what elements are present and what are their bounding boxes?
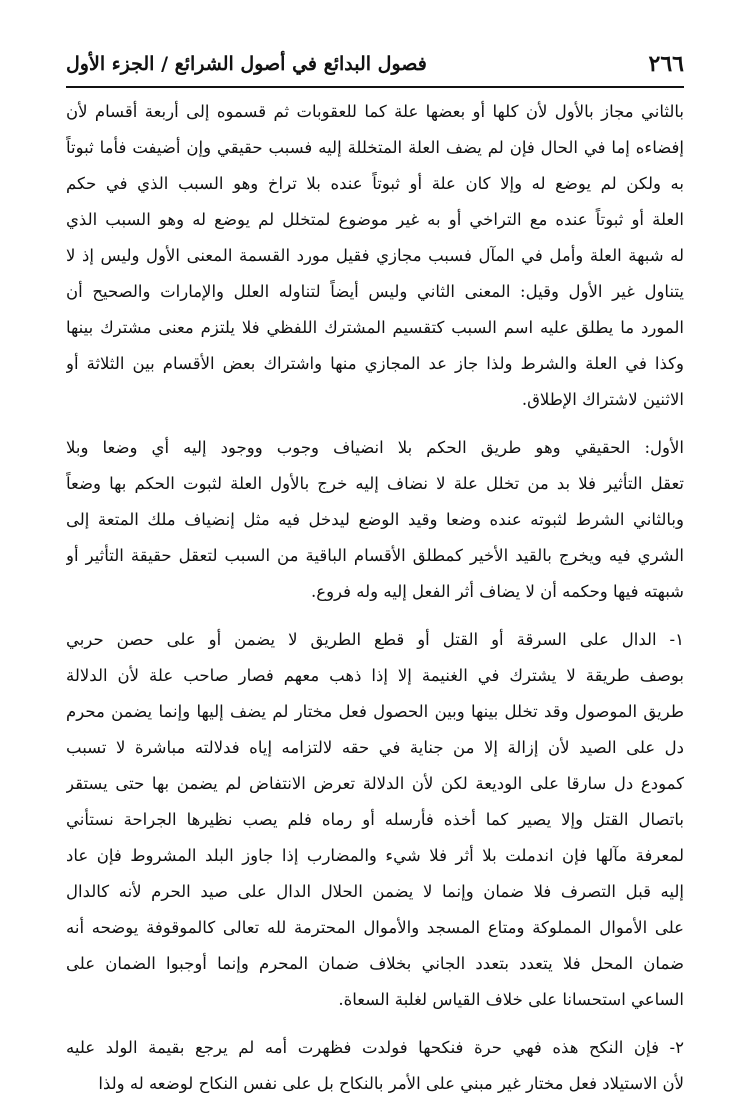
text-line: كمودع دل سارقا على الوديعة لكن لأن الدلالة تعرض الانتفاض لم يضمن بها حتى يستقر	[66, 774, 684, 793]
text-line: ضمان المحل فلا يتعدد بتعدد الجاني بخلاف ضمان المحرم وإنما أوجبوا الضمان على	[66, 954, 684, 973]
text-line: وكذا في العلة والشرط ولذا جاز عد المجازي منها واشتراك بعض الأقسام بين الثلاثة أو	[66, 354, 684, 373]
paragraph	[66, 1030, 684, 1102]
text-line: على الأموال المملوكة ومتاع المسجد والأموال المحترمة لله تعالى كالموقوفة يوضحه أنه	[66, 918, 684, 937]
page-body	[66, 94, 684, 1102]
text-line: يتناول غير الأول وقيل: المعنى الثاني وليس أيضاً لتناوله العلل والإمارات والصحيح أن	[66, 282, 684, 301]
text-line: دل على الصيد لأن إزالة إلا من جناية في حقه لالتزامه إياه فدلالته مباشرة لا تسبب	[66, 738, 684, 757]
paragraph-gap	[66, 1018, 684, 1030]
text-line: الاثنين لاشتراك الإطلاق.	[521, 390, 684, 409]
paragraph-gap	[66, 418, 684, 430]
paragraph	[66, 94, 684, 418]
text-line: لأن الاستيلاد فعل مختار غير مبني على الأمر بالنكاح بل على نفس النكاح لوضعه له ولذا	[98, 1074, 684, 1093]
text-line: العلة أو ثبوتاً عنده مع التراخي أو به غير موضوع لمتخلل لم يوضع له وهو السبب الذي	[66, 210, 684, 229]
text-line: باتصال القتل وإلا يصير كما أخذه فأرسله أو رماه فلم يصب نظيرها الجراحة نستأني	[66, 810, 684, 829]
text-line: الساعي استحسانا على خلاف القياس لغلبة السعاة.	[338, 990, 684, 1009]
text-line: ١- الدال على السرقة أو القتل أو قطع الطريق لا يضمن أو على حصن حربي	[66, 630, 684, 649]
paragraph	[66, 622, 684, 1018]
text-line: المورد ما يطلق عليه اسم السبب كتقسيم المشترك اللفظي فلا يلتزم معنى مشترك بينها	[66, 318, 684, 337]
text-line: شبهته فيها وحكمه أن لا يضاف أثر الفعل إليه وله فروع.	[310, 582, 684, 601]
paragraph	[66, 430, 684, 610]
text-line: له شبهة العلة وأمل في المآل فسبب مجازي فقيل مورد القسمة المعنى الأول وليس إذ لا	[66, 246, 684, 265]
text-line: ٢- فإن النكح هذه فهي حرة فنكحها فولدت فظهرت أمه لم يرجع بقيمة الولد عليه	[66, 1038, 684, 1057]
text-line: لمعرفة مآلها فإن اندملت بلا أثر فلا شيء والمضارب إذا جاوز البلد المشروط فإن عاد	[66, 846, 684, 865]
text-line: به ولكن لم يوضع له وإلا كان علة أو ثبوتاً عنده بلا تراخ وهو السبب الذي في حكم	[66, 174, 684, 193]
text-line: الشري فيه ويخرج بالقيد الأخير كمطلق الأقسام الباقية من السبب لتعقل حقيقة التأثير أو	[66, 546, 684, 565]
text-line: إفضاءه إما في الحال فإن لم يضف العلة المتخللة إليه فسبب حقيقي وإن أضيفت فأما ثبوتاً	[66, 138, 684, 157]
text-line: إليه قبل التصرف فلا ضمان وإنما لا يضمن الحلال الدال على صيد الحرم لأنه كالدال	[66, 882, 684, 901]
header-rule	[66, 86, 684, 88]
text-line: تعقل التأثير فلا بد من تخلل علة لا نضاف إليه خرج بالأول العلة لثبوت الحكم بها وضعاً	[66, 474, 684, 493]
text-line: الأول: الحقيقي وهو طريق الحكم بلا انضياف وجوب ووجود إليه أي وضعا وبلا	[66, 438, 684, 457]
running-title: فصول البدائع في أصول الشرائع / الجزء الأول	[66, 53, 427, 75]
text-line: طريق الموصول وقد تخلل بينها وبين الحصول فعل مختار لم يضف إليها وإنما يضمن محرم	[66, 702, 684, 721]
text-line: بوصف طريقة لا يشترك في الغنيمة إلا إذا ذهب معهم فصار صاحب علة لأن الدلالة	[66, 666, 684, 685]
paragraph-gap	[66, 610, 684, 622]
page-number: ٢٦٦	[648, 51, 684, 77]
text-line: وبالثاني الشرط لثبوته عنده وضعا وقيد الوضع ليدخل فيه مثل إنضياف ملك المتعة إلى	[66, 510, 684, 529]
page-header	[66, 44, 684, 84]
text-line: بالثاني مجاز بالأول لأن كلها أو بعضها علة كما للعقوبات ثم قسموه إلى أربعة أقسام لأن	[66, 102, 684, 121]
